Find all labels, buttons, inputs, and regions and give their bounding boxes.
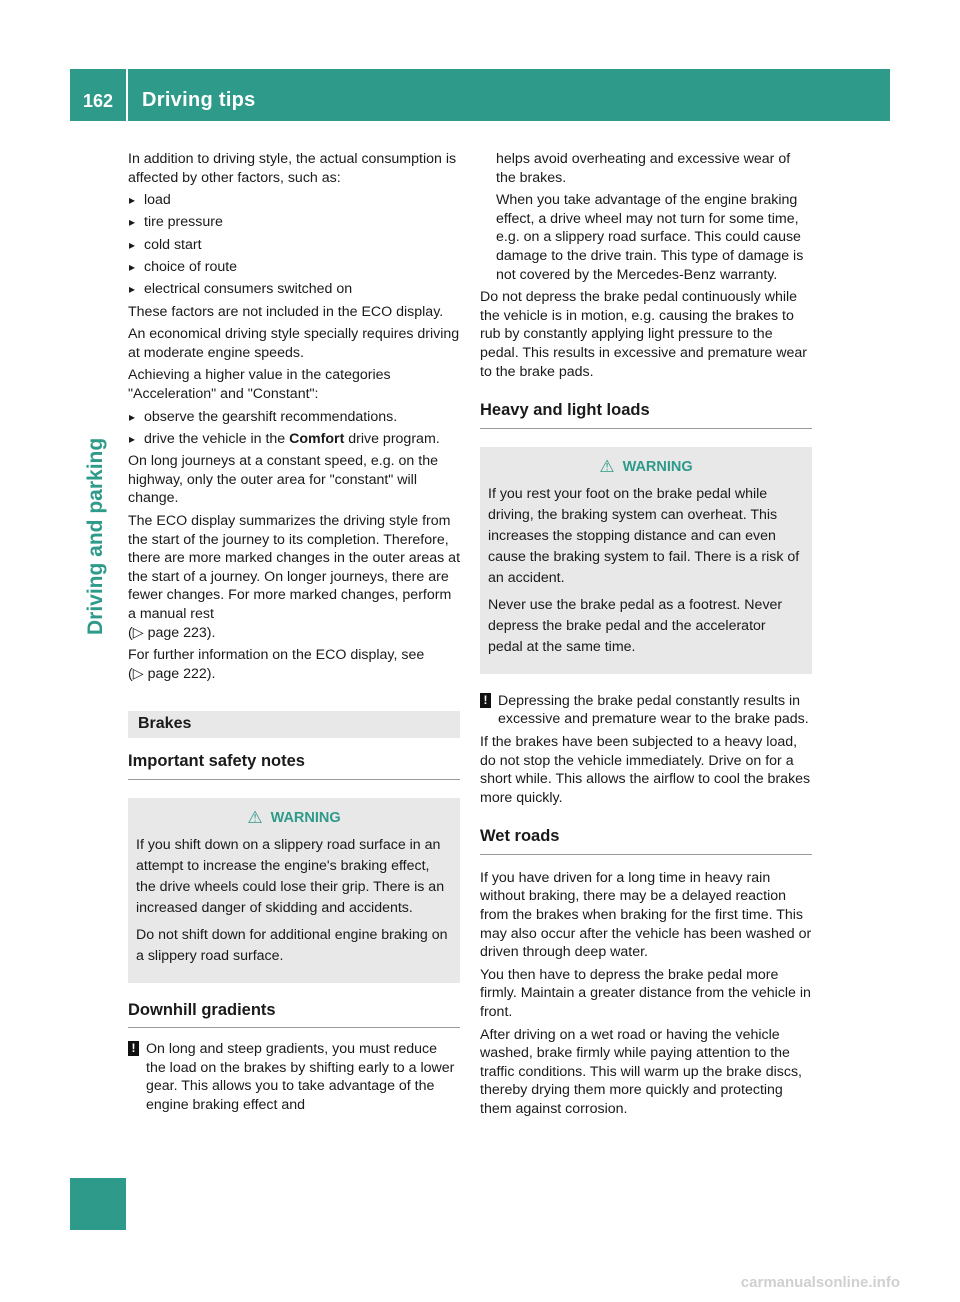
page-number: 162 (82, 91, 114, 111)
note-continuation: helps avoid overheating and excessive wear of the brakes. (496, 151, 791, 186)
section-heading-brakes: Brakes (128, 711, 460, 738)
warning-text: If you shift down on a slippery road surface in an attempt to increase the engine's braking effect, the drive wheels could lose their grip. There is an increased danger of skidding and accidents. (136, 836, 445, 916)
header-divider (126, 69, 128, 121)
page-ref-link[interactable]: (▷ page 223). (128, 624, 216, 641)
list-item: ▸ load (128, 191, 460, 210)
subheading-safety: Important safety notes (128, 752, 460, 780)
warning-text: If you rest your foot on the brake pedal while driving, the braking system can overheat. This increases the stopping distance and can even cause the braking system to fail. There is a risk of an accident. (488, 485, 800, 586)
warning-triangle-icon: ⚠ (599, 457, 615, 477)
paragraph: You then have to depress the brake pedal more firmly. Maintain a greater distance from the vehicle in front. (480, 966, 811, 1021)
paragraph: Do not depress the brake pedal continuously while the vehicle is in motion, e.g. causing the brakes to rub by constantly applying light pressure to the pedal. This results in excessive and premature wear to the brake pads. (480, 289, 807, 380)
list-item: ▸ choice of route (128, 258, 460, 277)
paragraph: On long journeys at a constant speed, e.g. on the highway, only the outer area for "constant" will change. (128, 453, 438, 507)
warning-triangle-icon: ⚠ (247, 808, 263, 828)
subheading-loads: Heavy and light loads (480, 401, 812, 429)
paragraph: If the brakes have been subjected to a heavy load, do not stop the vehicle immediately. Drive on for a short while. This allows the airflow to cool the brakes more quickly. (480, 733, 811, 806)
comfort-term: Comfort (289, 430, 345, 447)
tip-text: drive the vehicle in the (144, 430, 290, 447)
exclamation-icon: ! (480, 693, 491, 708)
list-item: ▸ tire pressure (128, 213, 460, 232)
footer-watermark: carmanualsonline.info (740, 1274, 900, 1291)
note (128, 1040, 460, 1114)
warning-title: WARNING (270, 809, 341, 826)
right-column (480, 150, 812, 1123)
tip-text: drive program. (344, 430, 440, 447)
page-ref-link[interactable]: (▷ page 222). (128, 665, 216, 682)
paragraph: After driving on a wet road or having the vehicle washed, brake firmly while paying attention to the traffic conditions. This will warm up the brake discs, thereby drying them more quickly and protecting them against corrosion. (480, 1026, 802, 1117)
note (480, 692, 812, 729)
paragraph: Achieving a higher value in the categories "Acceleration" and "Constant": (128, 367, 391, 402)
warning-box (128, 798, 460, 983)
warning-title: WARNING (622, 458, 693, 475)
subheading-downhill: Downhill gradients (128, 1001, 460, 1029)
list-item: ▸ observe the gearshift recommendations. (128, 408, 460, 427)
warning-text: Never use the brake pedal as a footrest. Never depress the brake pedal and the accelerator pedal at the same time. (488, 596, 783, 655)
page-header (70, 69, 890, 121)
warning-text: Do not shift down for additional engine braking on a slippery road surface. (136, 926, 448, 964)
paragraph: In addition to driving style, the actual consumption is affected by other factors, such as: (128, 151, 457, 186)
header-title: Driving tips (142, 89, 256, 111)
paragraph (128, 646, 460, 683)
note-text: On long and steep gradients, you must reduce the load on the brakes by shifting early to a lower gear. This allows you to take advantage of the engine braking effect and (146, 1041, 455, 1113)
factor-list (128, 191, 460, 298)
side-tab-marker (70, 1178, 126, 1230)
list-item: ▸ cold start (128, 236, 460, 255)
warning-header (488, 457, 804, 478)
paragraph-text: The ECO display summarizes the driving style from the start of the journey to its completion. Therefore, there are more marked changes in the outer areas at the start of a journey. On longer journeys, there are fewer changes. For more marked changes, perform a manual rest (128, 513, 461, 623)
paragraph: These factors are not included in the ECO display. (128, 303, 444, 320)
paragraph: If you have driven for a long time in heavy rain without braking, there may be a delayed reaction from the brakes when braking for the first time. This may also occur after the vehicle has been washed or driven through deep water. (480, 869, 812, 961)
side-tab-text: Driving and parking (84, 437, 107, 635)
paragraph (128, 512, 460, 642)
list-item: ▸ electrical consumers switched on (128, 280, 460, 299)
side-tab-label (84, 380, 124, 640)
paragraph-text: For further information on the ECO display, see (128, 647, 425, 664)
subheading-wet: Wet roads (480, 827, 812, 855)
tips-list (128, 408, 460, 449)
list-item (128, 430, 460, 449)
warning-box (480, 447, 812, 674)
note-text: Depressing the brake pedal constantly results in excessive and premature wear to the brake pads. (498, 692, 809, 728)
warning-header (136, 808, 452, 829)
exclamation-icon: ! (128, 1041, 139, 1056)
note-continuation: When you take advantage of the engine braking effect, a drive wheel may not turn for some time, e.g. on a slippery road surface. This could cause damage to the drive train. This type of damage is not covered by the Mercedes-Benz warranty. (496, 192, 804, 283)
left-column (128, 150, 460, 1119)
paragraph: An economical driving style specially requires driving at moderate engine speeds. (128, 326, 460, 361)
